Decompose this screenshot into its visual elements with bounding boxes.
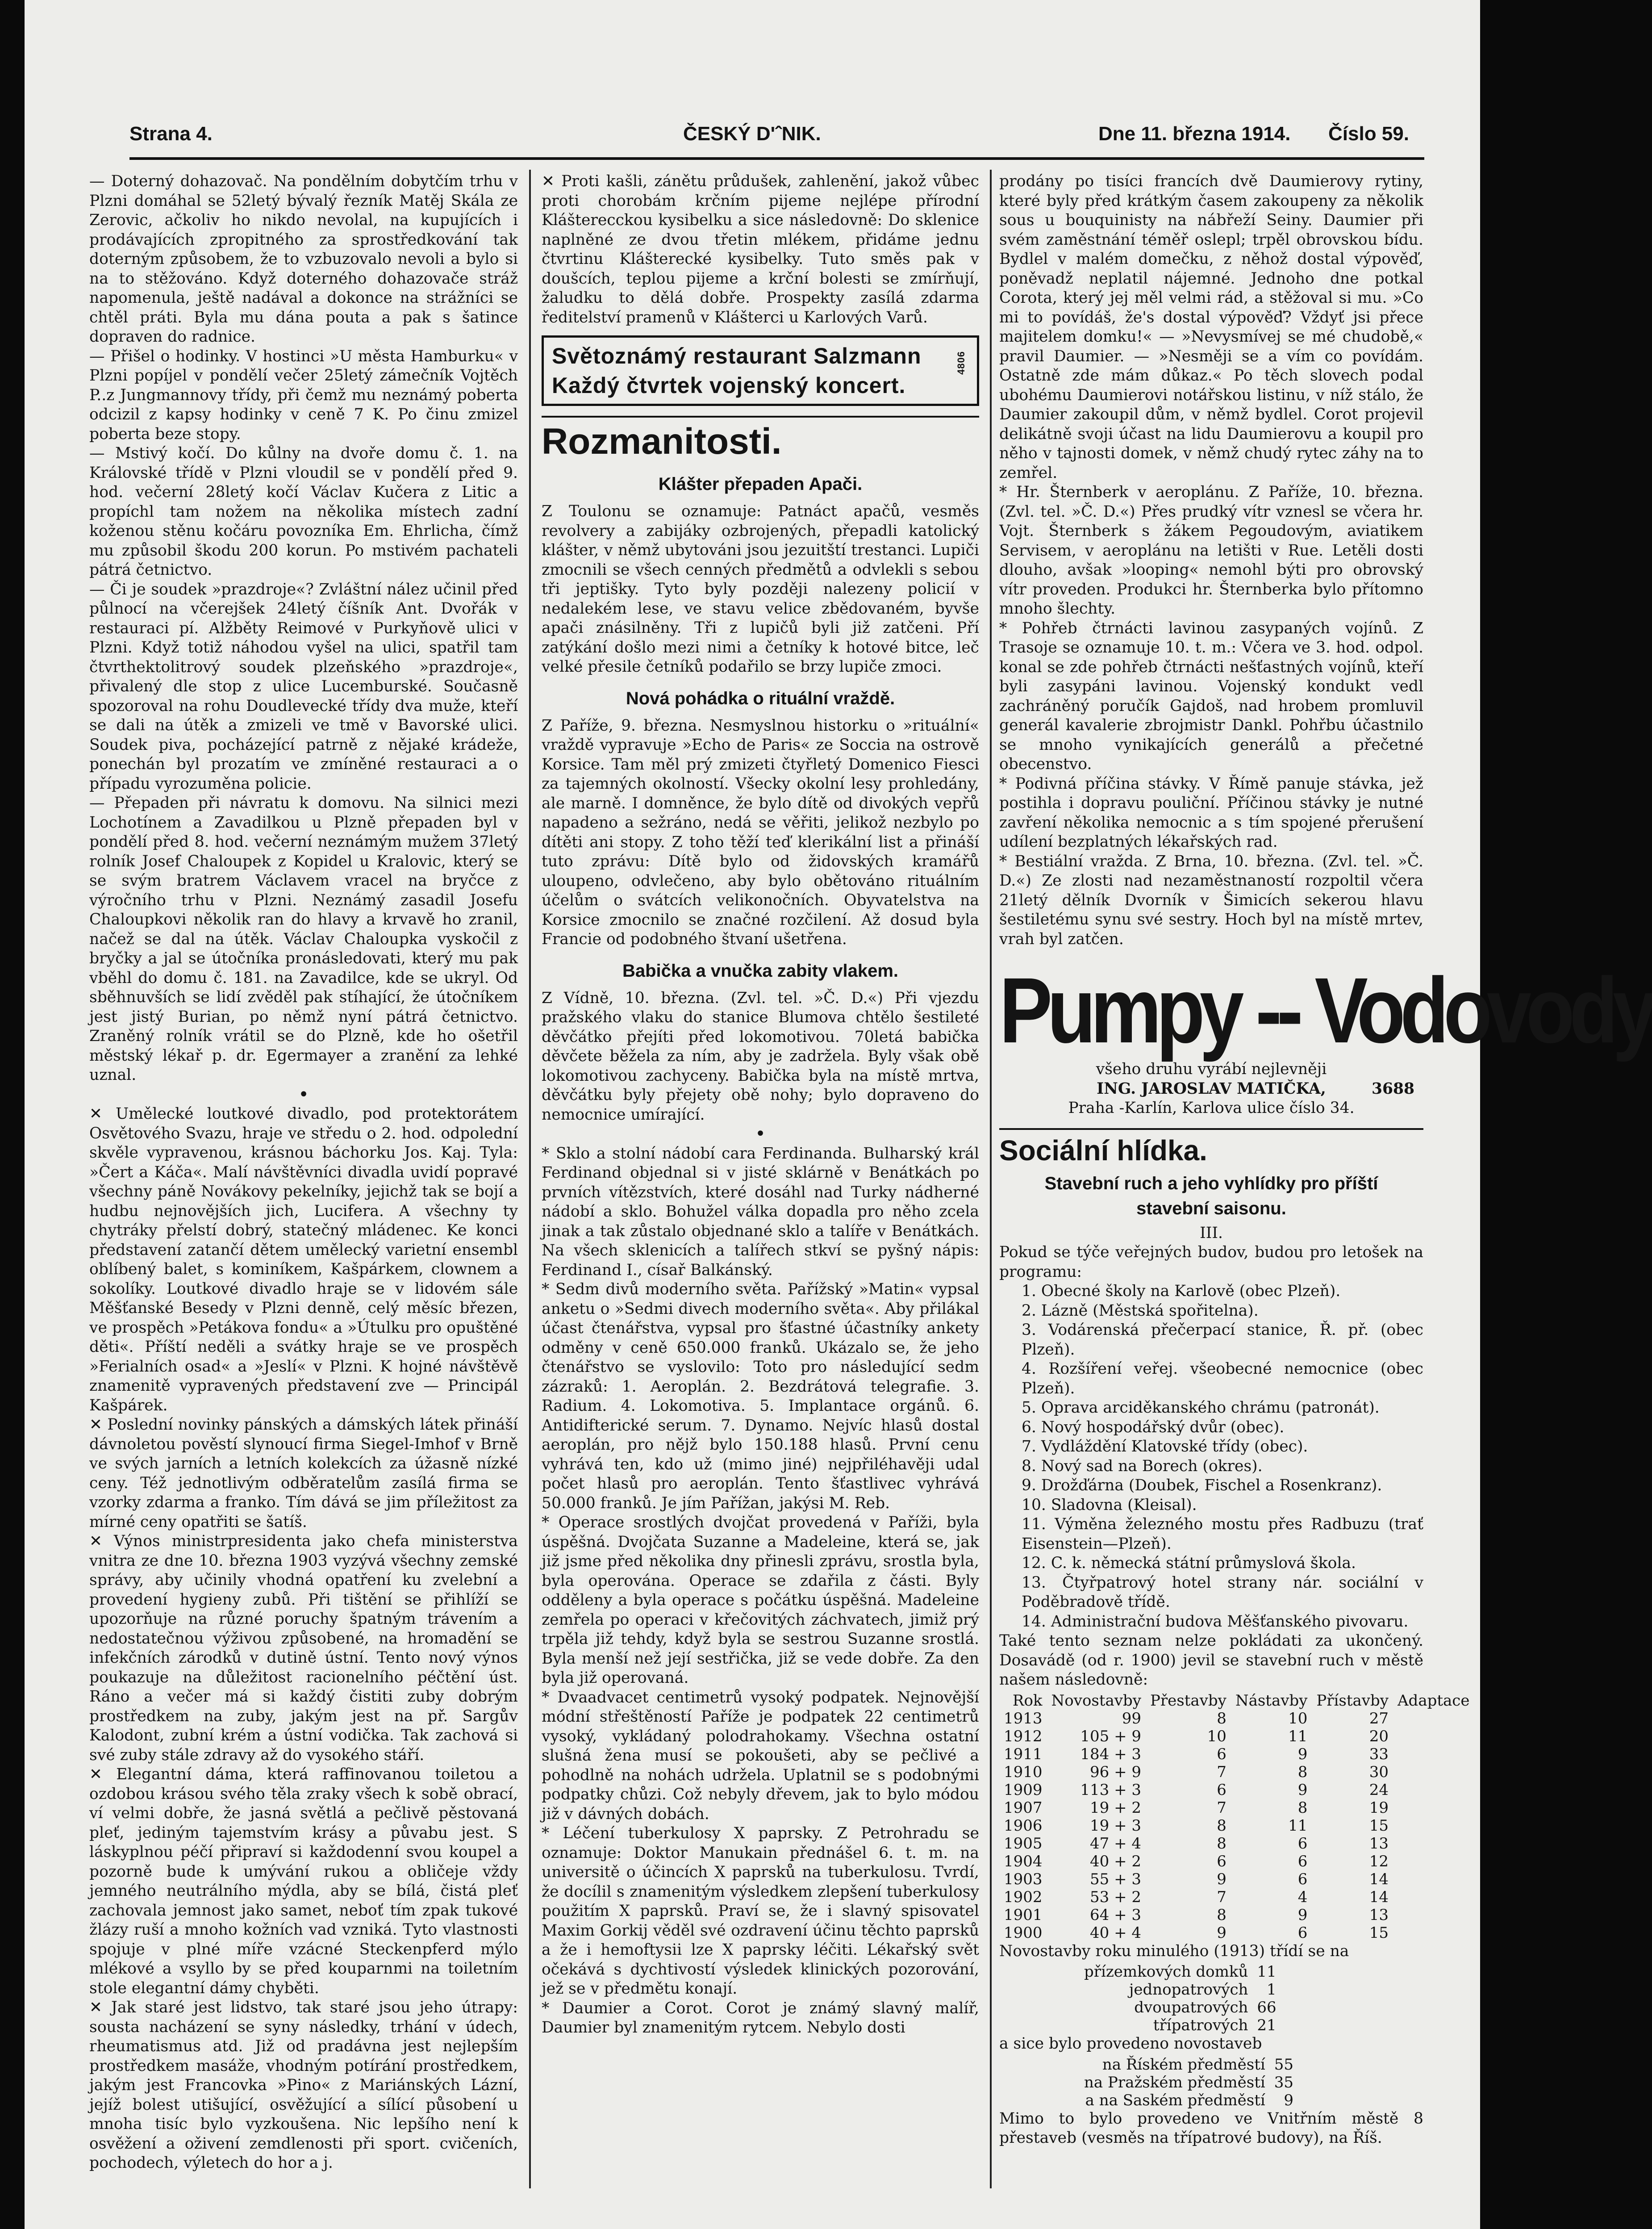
table-cell: 9 — [1284, 2091, 1294, 2109]
table-cell: 35 — [1274, 2073, 1294, 2091]
table-cell: 6 — [1217, 1745, 1226, 1763]
table-cell: 30 — [1369, 1763, 1389, 1781]
table-cell: 1901 — [1004, 1906, 1043, 1924]
table-cell: 55 + 3 — [1090, 1870, 1141, 1888]
table-cell: 1900 — [1004, 1924, 1043, 1942]
article: * Léčení tuberkulosy X paprsky. Z Petrohradu se oznamuje: Doktor Manukain přednášel 6. t. m. na universitě o účincích X paprsků na tuberkulosu. Tvrdí, že docílil s znamenitým výsledkem zlepšení tuberkulosy použitím X paprsků. Praví se, že i slavný spisovatel Maxim Gorkij věděl své ozdravení účinu těchto paprsků a že i hemoftysii lze X paprsky léčiti. Lékařský svět očekává s dychtivostí výsledek klinických pozorování, jež se v předmětu konají. — [542, 1824, 979, 1998]
table-cell: 1913 — [1004, 1709, 1043, 1727]
table-cell: 1907 — [1004, 1798, 1043, 1817]
table-cell: 11 — [1257, 1963, 1277, 1981]
article: — Mstivý kočí. Do kůlny na dvoře domu č. 1. na Královské třídě v Plzni vloudil se v pondělí před 9. hod. večerní 28letý kočí Václav Kučera z Litic a propíchl tam nožem na několika místech zadní koženou stěnu kočáru povozníka Em. Ehrlicha, čímž mu způsobil škodu 200 korun. Po mstivém pachateli pátrá četnictvo. — [89, 444, 518, 579]
table-row — [1080, 2074, 1298, 2091]
table-cell: Rok — [1012, 1691, 1043, 1710]
list-item: 14. Administrační budova Měšťanského pivovaru. — [1022, 1612, 1409, 1631]
table-cell: 11 — [1288, 1816, 1308, 1835]
table-row — [999, 1835, 1474, 1853]
ad-firm — [999, 1079, 1423, 1099]
table-cell: 14 — [1369, 1870, 1389, 1888]
header-rule — [129, 157, 1424, 160]
column-3 — [999, 172, 1652, 2148]
table-cell: 15 — [1369, 1924, 1389, 1942]
article-title: Stavební ruch a jeho vyhlídky pro příští — [1044, 1173, 1378, 1193]
table-row — [999, 1745, 1474, 1763]
article-title: Babička a vnučka zabity vlakem. — [622, 961, 899, 981]
table-cell: 13 — [1369, 1834, 1389, 1853]
table-cell: 11 — [1288, 1727, 1308, 1745]
article: ✕ Výnos ministrpresidenta jako chefa ministerstva vnitra ze dne 10. března 1903 vyzývá všechny zemské správy, aby učinily vhodná opatření ku zvelební a provedení hygieny zubů. Při tištění se přihlíží se upozorňuje na různé poruchy špatným trávením a nedostatečnou výživou způsobené, na hromadění se infekčních zárodků v dutině ústní. Tento nový výnos poukazuje na důležitost racionelního péčtění úst. Ráno a večer má si každý čistiti zuby dobrým prostředkem na zuby, jakým jest na př. Sargův Kalodont, zubní krém a ústní vodička. Tak zachová si své zuby stále zdravy až do vysokého stáří. — [89, 1532, 518, 1764]
table-row — [999, 1710, 1474, 1727]
table-cell: 19 — [1369, 1798, 1389, 1817]
table-cell: 6 — [1297, 1924, 1308, 1942]
article: Pokud se týče veřejných budov, budou pro letošek na programu: — [999, 1243, 1423, 1281]
table-row — [999, 1888, 1474, 1906]
table-cell: 40 + 2 — [1090, 1852, 1141, 1870]
table-row — [1080, 1963, 1281, 1981]
ad-code: 4806 — [955, 351, 967, 375]
list-item: 11. Výměna železného mostu přes Radbuzu (trať Eisenstein—Plzeň). — [1022, 1515, 1423, 1553]
construction-table — [999, 1692, 1474, 1942]
table-cell: 14 — [1369, 1888, 1389, 1906]
table-cell: 1905 — [1004, 1834, 1043, 1853]
list-item: 2. Lázně (Městská spořitelna). — [1022, 1301, 1259, 1320]
table-cell: 7 — [1217, 1798, 1226, 1817]
table-cell: Adaptace — [1398, 1691, 1470, 1710]
article-title: Nová pohádka o rituální vraždě. — [626, 688, 895, 708]
list-item: 1. Obecné školy na Karlově (obec Plzeň). — [1022, 1282, 1341, 1300]
article: * Dvaadvacet centimetrů vysoký podpatek. Nejnovější módní střeštěností Paříže je podpatek 22 centimetrů vysoký, vykládaný polodrahokamy. Všechna ostatní slušná žena musí se pokoušeti, aby se pečlivé a pohodlně na nohách udržela. Uplatnil se s podobnými podpatky chůzi. Což nebyly dřevem, jak to bylo módou již v dávných dobách. — [542, 1688, 979, 1823]
article: Z Paříže, 9. března. Nesmyslnou historku o »rituální« vraždě vypravuje »Echo de Paris« ze Soccia na ostrově Korsice. Tam měl prý zmizeti čtyřletý Domenico Fiesci za tajemných okolností. Všecky okolní lesy prohledány, ale marně. I domněnce, že bylo dítě od divokých vepřů napadeno a sežráno, nedá se věřiti, jelikož nezbylo po dítěti ani stopy. Z toho těží teď klerikální list a přináší tuto zprávu: Dítě bylo od židovských kramářů uloupeno, odvlečeno, aby bylo obětováno rituálním účelům o svátcích velikonočních. Obyvatelstva na Korsice zmocnilo se značné rozčilení. Až dosud byla Francie od podobného štvaní ušetřena. — [542, 716, 979, 948]
list-item: 13. Čtyřpatrový hotel strany nár. sociální v Poděbradově třídě. — [1022, 1573, 1423, 1611]
types-table — [1080, 1963, 1281, 2034]
table-cell: 27 — [1369, 1709, 1389, 1727]
table-row — [999, 1870, 1474, 1888]
table-row — [1080, 1981, 1281, 1999]
ad-code: 3688 — [1371, 1079, 1414, 1098]
table-cell: 8 — [1297, 1798, 1308, 1817]
table-cell: 9 — [1217, 1924, 1226, 1942]
table-cell: 1906 — [1004, 1816, 1043, 1835]
table-cell: 20 — [1369, 1727, 1389, 1745]
article: — Přišel o hodinky. V hostinci »U města Hamburku« v Plzni popíjel v pondělí večer 25letý zámečník Vojtěch P..z Jungmannovy třídy, při čemž mu neznámý poberta odcizil z kapsy hodinky v ceně 7 K. Po činu zmizel poberta beze stopy. — [89, 347, 518, 443]
table-row — [999, 1763, 1474, 1781]
restaurant-ad — [542, 335, 979, 406]
article: * Sklo a stolní nádobí cara Ferdinanda. Bulharský král Ferdinand objednal si v jisté sklárně v Benátkách po prvních vítězstvích, které dosáhl nad Turky nádherné nádobí a sklo. Bohužel válka dopadla pro něho zcela jinak a tak zůstalo objednané sklo a talíře v Benátkách. Na všech sklenicích a talířech stkví se pyšný nápis: Ferdinand I., císař Balkánský. — [542, 1144, 979, 1279]
table-cell: 40 + 4 — [1090, 1924, 1141, 1942]
separator-dot: • — [298, 1084, 309, 1105]
building-list — [999, 1282, 1423, 1631]
article-title: Klášter přepaden Apači. — [658, 474, 863, 494]
table-cell: 7 — [1217, 1763, 1226, 1781]
table-row — [999, 1817, 1474, 1835]
table-cell: 66 — [1257, 1999, 1277, 2016]
article: ✕ Jak staré jest lidstvo, tak staré jsou jeho útrapy: sousta nacházení se syny následky, trhání v údech, rheumatismus atd. Již od pradávna jest nejlepším prostředkem masáže, vhodným potírání prostředkem, jakým jest Francovka »Pino« z Mariánských Lázní, jejíž bolest utišující, osvěžující a sílící působení u mnoha tisíc bylo vyzkoušena. Nic lepšího není k osvěžení a oživení zemdlenosti při sport. cvičeních, pochodech, výletech do hor a j. — [89, 1999, 518, 2172]
article: ✕ Umělecké loutkové divadlo, pod protektorátem Osvětového Svazu, hraje ve středu o 2. hod. odpolední skvěle vypravenou, krásnou báchorku Jos. Kaj. Tyla: »Čert a Káča«. Malí návštěvníci divadla uvidí popravé všechny páně Novákovy pekelníky, jejichž tak se bojí a hudbu nejnovějších jich, Lucifera. A všechny ty chytráky přelstí dobrý, statečný mládenec. Ke konci představení zatančí dětem umělecký varietní ensembl oblíbený balet, s kominíkem, Kašpárkem, clownem a sokolíky. Loutkové divadlo hraje se v lidovém sále Měšťanské Besedy v Plzni denně, celý měsíc březen, ve prospěch »Petákova fondu« a »Útulku pro opuštěné děti«. Příští neděli a svátky hraje se ve prospěch »Ferialních osad« a »Jeslí« v Plzni. K hojné návštěvě znamenitě vypravených představení zve — Principál Kašpárek. — [89, 1105, 518, 1414]
issue-date: Dne 11. března 1914. — [1098, 123, 1291, 145]
table-cell: 9 — [1297, 1906, 1308, 1924]
section-title: Rozmanitosti. — [542, 416, 979, 463]
article: ✕ Poslední novinky pánských a dámských látek přináší dávnoletou pověstí slynoucí firma Siegel-Imhof v Brně ve svých jarních a letních kolekcích za úžasně nízké ceny. Též jednotlivým odběratelům zasílá firma se vzorky zdarma a franko. Tím dává se jim příležitost za mírné ceny opatřiti se šatíš. — [89, 1416, 518, 1531]
table-cell: 21 — [1257, 2016, 1277, 2034]
table-cell: přízemkových domků — [1084, 1963, 1248, 1981]
table-cell: 10 — [1288, 1709, 1308, 1727]
column-divider — [990, 170, 992, 2188]
issue-number: Číslo 59. — [1328, 123, 1409, 145]
ad-address: Praha -Karlín, Karlova ulice číslo 34. — [1068, 1099, 1355, 1117]
table-cell: 1909 — [1004, 1781, 1043, 1799]
table-cell: 10 — [1207, 1727, 1226, 1745]
table-row — [999, 1781, 1474, 1799]
table-cell: 24 — [1369, 1781, 1389, 1799]
article: * Pohřeb čtrnácti lavinou zasypaných vojínů. Z Trasoje se oznamuje 10. t. m.: Včera ve 3. hod. odpol. konal se zde pohřeb čtrnácti nešťastných vojínů, kteří byli zasypáni lavinou. Vojenský kondukt vedl zachráněný poručík Gajdoš, nad hrobem promluvil generál kavalerie zbrojmistr Dankl. Pohřbu účastnilo se mnoho vynikajících generálů a přečetné obecenstvo. — [999, 619, 1423, 773]
areas-table — [1080, 2056, 1298, 2109]
list-item: 4. Rozšíření veřej. všeobecné nemocnice (obec Plzeň). — [1022, 1360, 1423, 1397]
article: Mimo to bylo provedeno ve Vnitřním městě 8 přestaveb (vesměs na třípatrové budovy), na Říš. — [999, 2109, 1423, 2147]
table-cell: 8 — [1297, 1763, 1308, 1781]
table-row — [999, 1692, 1474, 1710]
table-cell: 8 — [1217, 1816, 1226, 1835]
table-cell: 184 + 3 — [1080, 1745, 1141, 1763]
article: — Či je soudek »prazdroje«? Zvláštní nález učinil před půlnocí na včerejšek 24letý číšník Ant. Dvořák v restauraci pí. Alžběty Reimové v Purkyňově ulici v Plzni. Když totiž náhodou vyšel na ulici, spatřil tam čtvrthektolitrový soudek plzeňského »prazdroje«, přivalený dle stop z ulice Lucemburské. Současně spozoroval na rohu Doudlevecké třídy dva muže, kteří se dali na útěk a zmizeli ve tmě v Bavorské ulici. Soudek piva, pocházející patrně z nějaké krádeže, ponechán byl prozatím ve zmíněné restauraci a o případu vyrozuměna policie. — [89, 580, 518, 793]
article: * Podivná příčina stávky. V Římě panuje stávka, jež postihla i dopravu pouliční. Příčinou stávky je nutné zavření několika nemocnic a s tím spojené přerušení udílení bezplatných lékařských rad. — [999, 774, 1423, 851]
column-1 — [89, 172, 518, 2173]
table-cell: 1903 — [1004, 1870, 1043, 1888]
table-cell: třípatrových — [1153, 2016, 1248, 2034]
ad-subtitle: všeho druhu vyrábí nejlevněji — [1096, 1060, 1327, 1078]
table-cell: 19 + 2 — [1090, 1798, 1141, 1817]
article: a sice bylo provedeno novostaveb — [999, 2035, 1262, 2053]
table-row — [999, 1799, 1474, 1817]
table-cell: 6 — [1217, 1781, 1226, 1799]
table-cell: 12 — [1369, 1852, 1389, 1870]
table-cell: 1910 — [1004, 1763, 1043, 1781]
table-cell: 8 — [1217, 1906, 1226, 1924]
article: * Operace srostlých dvojčat provedená v Paříži, byla úspěšná. Dvojčata Suzanne a Madeleine, která se, jak již jsme před několika dny přinesli zprávu, srostla byla, byla operována. Operace se zdařila z části. Byly odděleny a byla operace s počátku úspěšná. Madeleine zemřela po operaci v křečovitých záchvatech, jimiž prý trpěla již tehdy, když byla se sestrou Suzanne srostlá. Byla menší než její sestřička, již se vede dobře. Za den byla již operovaná. — [542, 1514, 979, 1687]
table-cell: 105 + 9 — [1080, 1727, 1141, 1745]
page-number: Strana 4. — [129, 123, 213, 145]
column-2 — [542, 172, 979, 2038]
table-cell: 113 + 3 — [1080, 1781, 1141, 1799]
section-title: Sociální hlídka. — [999, 1128, 1423, 1168]
article: — Doterný dohazovač. Na pondělním dobytčím trhu v Plzni domáhal se 52letý bývalý řezník Matěj Skála ze Zerovic, ačkoliv ho nikdo nevolal, na kupujících i prodávajících zpropitného za sprostředkování tak doterným způsobem, že to vzbuzovalo nevoli a bylo si na to stěžováno. Když doterného dohazovače stráž napomenula, ještě nadával a dokonce na strážníci se chtěl práti. Byla mu dána pouta a pak s šatince dopraven do radnice. — [89, 172, 518, 346]
table-cell: 64 + 3 — [1090, 1906, 1141, 1924]
table-cell: 7 — [1217, 1888, 1226, 1906]
list-item: 12. C. k. německá státní průmyslová škola. — [1022, 1554, 1356, 1572]
table-cell: 55 — [1274, 2055, 1294, 2074]
table-cell: dvoupatrových — [1134, 1999, 1248, 2016]
table-cell: 1911 — [1004, 1745, 1043, 1763]
list-item: 8. Nový sad na Borech (okres). — [1022, 1457, 1263, 1475]
list-item: 3. Vodárenská přečerpací stanice, Ř. př. (obec Plzeň). — [1022, 1321, 1423, 1359]
part-number: III. — [1200, 1224, 1223, 1242]
table-cell: na Říském předměstí — [1102, 2055, 1265, 2074]
table-row — [1080, 2056, 1298, 2074]
pumpy-ad-title: Pumpy -- Vodovody — [999, 959, 1652, 1062]
separator-dot: • — [755, 1124, 766, 1144]
table-row — [999, 1727, 1474, 1745]
article: prodány po tisíci francích dvě Daumierovy rytiny, které byly před krátkým časem zakoupeny za několik sous u bouquinisty na nábřeží Seiny. Daumier při svém zaměstnání téměř oslepl; trpěl obrovskou bídu. Bydlel v malém domečku, z něhož dostal výpověď, poněvadž neplatil nájemné. Jednoho dne potkal Corota, který jej měl velmi rád, a stěžoval si mu. »Co mi to povídáš, že's dostal výpověď? Vždyť jsi přece majitelem domku!« — »Nevysmívej se mé chudobě,« pravil Daumier. — »Nesměji se a vím co povídám. Ostatně zde mám důkaz.« Po těch slovech podal ubohému Daumierovi notářskou listinu, v níž stálo, že Daumier zakoupil dům, v němž bydlel. Corot projevil delikátně svoji účast na lidu Daumierovu a koupil pro něho v tajnosti domek, v němž chudý rytec záhy na to zemřel. — [999, 172, 1423, 482]
table-cell: a na Saském předměstí — [1085, 2091, 1265, 2109]
table-cell: Nástavby — [1235, 1691, 1308, 1710]
table-cell: 1 — [1267, 1981, 1277, 1999]
table-cell: jednopatrových — [1129, 1981, 1248, 1999]
newspaper-title: ČESKÝ D'ˆNIK. — [683, 123, 821, 145]
article: * Hr. Šternberk v aeroplánu. Z Paříže, 10. března. (Zvl. tel. »Č. D.«) Přes prudký vítr vznesl se včera hr. Vojt. Šternberk s žákem Pegoudovým, aviatikem Servisem, v aeroplánu na letišti v Rue. Letěli dosti dlouho, avšak »looping« nemohl býti pro obrovský vítr proveden. Produkci hr. Šternberka bylo přítomno mnoho šlechty. — [999, 483, 1423, 618]
table-cell: 8 — [1217, 1709, 1226, 1727]
article: * Bestiální vražda. Z Brna, 10. března. (Zvl. tel. »Č. D.«) Ze zlosti nad nezaměstnaností rozpoltil včera 21letý dělník Dvorník v Šimicích sekerou hlavu šestiletému synu své sestry. Hoch byl na místě mrtev, vrah byl zatčen. — [999, 852, 1423, 948]
table-row — [999, 1853, 1474, 1870]
table-cell: 6 — [1297, 1834, 1308, 1853]
list-item: 6. Nový hospodářský dvůr (obec). — [1022, 1418, 1285, 1436]
table-cell: 1902 — [1004, 1888, 1043, 1906]
article: Také tento seznam nelze pokládati za ukončený. Dosavádě (od r. 1900) jevil se stavební ruch v městě našem následovně: — [999, 1632, 1423, 1689]
list-item: 7. Vydláždění Klatovské třídy (obec). — [1022, 1438, 1308, 1455]
article: Novostavby roku minulého (1913) třídí se na — [999, 1942, 1349, 1960]
table-row — [1080, 1999, 1281, 2016]
table-cell: Novostavby — [1051, 1691, 1141, 1710]
table-row — [1080, 2016, 1281, 2034]
article: — Přepaden při návratu k domovu. Na silnici mezi Lochotínem a Zavadilkou u Plzně přepaden byl v pondělí před 8. hod. večerní neznámým mužem 37letý rolník Josef Chaloupek z Kopidel u Kralovic, který se se svým bratrem Václavem vracel na bryčce z výročního trhu v Plzni. Neznámý zasadil Josefu Chaloupkovi několik ran do hlavy a krvavě ho zranil, načež se dal na útěk. Václav Chaloupka vyskočil z bryčky a jal se útočníka pronásledovati, který mu pak vběhl do domu č. 181. na Zavadilce, kde se ukryl. Od sběhnuvších se lidí zvěděl pak stíhající, že útočníkem jest jistý Burian, po němž nyní pátrá četnictvo. Zraněný rolník vrátil se do Plzně, kde ho ošetřil městský lékař p. dr. Egermayer a zranění za lehké uznal. — [89, 794, 518, 1084]
table-cell: 6 — [1297, 1852, 1308, 1870]
table-cell: 9 — [1217, 1870, 1226, 1888]
table-cell: 53 + 2 — [1090, 1888, 1141, 1906]
table-cell: 47 + 4 — [1090, 1834, 1141, 1853]
table-cell: na Pražském předměstí — [1084, 2073, 1265, 2091]
article: * Daumier a Corot. Corot je známý slavný malíř, Daumier byl znamenitým rytcem. Nebylo dosti — [542, 1999, 979, 2037]
table-cell: 99 — [1122, 1709, 1141, 1727]
table-row — [999, 1906, 1474, 1924]
table-cell: 9 — [1297, 1745, 1308, 1763]
list-item: 10. Sladovna (Kleisal). — [1022, 1496, 1197, 1514]
table-cell: 4 — [1297, 1888, 1308, 1906]
table-cell: Přístavby — [1316, 1691, 1389, 1710]
table-cell: 19 + 3 — [1090, 1816, 1141, 1835]
ad-line: Světoznámý restaurant Salzmann — [552, 343, 922, 368]
table-cell: Přestavby — [1150, 1691, 1226, 1710]
list-item: 5. Oprava arciděkanského chrámu (patronát). — [1022, 1399, 1380, 1417]
article: Z Toulonu se oznamuje: Patnáct apačů, vesměs revolvery a zabijáky ozbrojených, přepadli katolický klášter, v němž ubytováni jsou jezuitští trestanci. Lupiči zmocnili se všech cenných předmětů a odvlekli s sebou tři jeptišky. Tyto byly později nalezeny policií v nedalekém lese, ve stavu velice zbědovaném, byvše apači znásilněny. Tři z lupičů byli již zatčeni. Pří zatýkání došlo mezi nimi a četníky k hotové bitce, leč velké přesile četníků podařilo se brzy lupiče zmoci. — [542, 502, 979, 676]
table-cell: 33 — [1369, 1745, 1389, 1763]
article: Z Vídně, 10. března. (Zvl. tel. »Č. D.«) Při vjezdu pražského vlaku do stanice Blumova chtělo šestileté děvčátko přejíti před lokomotivou. 70letá babička děvčete běžela za ním, aby je zadržela. Byly však obě lokomotivou zachyceny. Babička byla na místě mrtva, děvčátku byly přejety obě nohy; bylo dopraveno do nemocnice umírající. — [542, 989, 979, 1124]
article: ✕ Proti kašli, zánětu průdušek, zahlenění, jakož vůbec proti chorobám krčním pijeme nejlépe přírodní Klášterecckou kysibelku a sice následovně: Do sklenice naplněné ze dvou třetin mlékem, přidáme jednu čtvrtinu Klášterecké kysibelky. Tuto směs pak v doušcích, teplou pijeme a krční bolesti se zmírňují, žaludku to dělá dobře. Prospekty zasílá zdarma ředitelství pramenů v Klášterci u Karlových Varů. — [542, 172, 979, 326]
table-cell: 15 — [1369, 1816, 1389, 1835]
table-cell: 13 — [1369, 1906, 1389, 1924]
table-row — [1080, 2091, 1298, 2109]
table-cell: 6 — [1217, 1852, 1226, 1870]
table-cell: 1912 — [1004, 1727, 1043, 1745]
table-cell: 6 — [1297, 1870, 1308, 1888]
column-divider — [529, 170, 531, 2188]
table-cell: 1904 — [1004, 1852, 1043, 1870]
article: ✕ Elegantní dáma, která raffinovanou toiletou a ozdobou krásou svého těla zraky všech k sobě obrací, ví velmi dobře, že jasná světlá a pečlivě pěstovaná pleť, jediným tajemstvím krásy a půvabu jest. S láskyplnou péčí připraví si každodenní svou koupel a pozorně bude k umývání rukou a obličeje vždy jemného neutrálního mýdla, aby se bílá, čistá pleť zachovala jemnost jako samet, neboť tím zpak tukové žlázy ruší a mnoho kožních vad vzniká. Tyto vlastnosti spojuje v plné míře vzácné Steckenpferd mýlo mlékové a vsyllo by se před kouparnmi na toiletním stole elegantní dámy chyběti. — [89, 1765, 518, 1997]
table-cell: 9 — [1297, 1781, 1308, 1799]
article-title: stavební saisonu. — [1136, 1198, 1286, 1218]
table-cell: 8 — [1217, 1834, 1226, 1853]
list-item: 9. Drožďárna (Doubek, Fischel a Rosenkranz). — [1022, 1476, 1382, 1494]
article: * Sedm divů moderního světa. Pařížský »Matin« vypsal anketu o »Sedmi divech moderního světa«. Aby přilákal účast čtenářstva, vypsal pro šťastné účastníky ankety odměny v ceně 650.000 franků. Ukázalo se, že jeho čtenářstvo se vyslovilo: Toto pro následující sedm zázraků: 1. Aeroplán. 2. Bezdrátová telegrafie. 3. Radium. 4. Lokomotiva. 5. Implantace orgánů. 6. Antidifterické serum. 7. Dynamo. Nejvíc hlasů dostal aeroplán, pro nějž bylo 150.188 hlasů. První cenu vyhrává ten, kdo už (mimo jiné) nejpřiléhavěji udal počet hlasů pro aeroplán. Tento šťastlivec vyhrává 50.000 franků. Je jím Pařížan, jakýsi M. Reb. — [542, 1280, 979, 1512]
table-row — [999, 1924, 1474, 1942]
table-cell: 96 + 9 — [1090, 1763, 1141, 1781]
ad-line: Každý čtvrtek vojenský koncert. — [552, 373, 906, 398]
ad-firm-name: ING. JAROSLAV MATIČKA, — [1097, 1079, 1326, 1098]
